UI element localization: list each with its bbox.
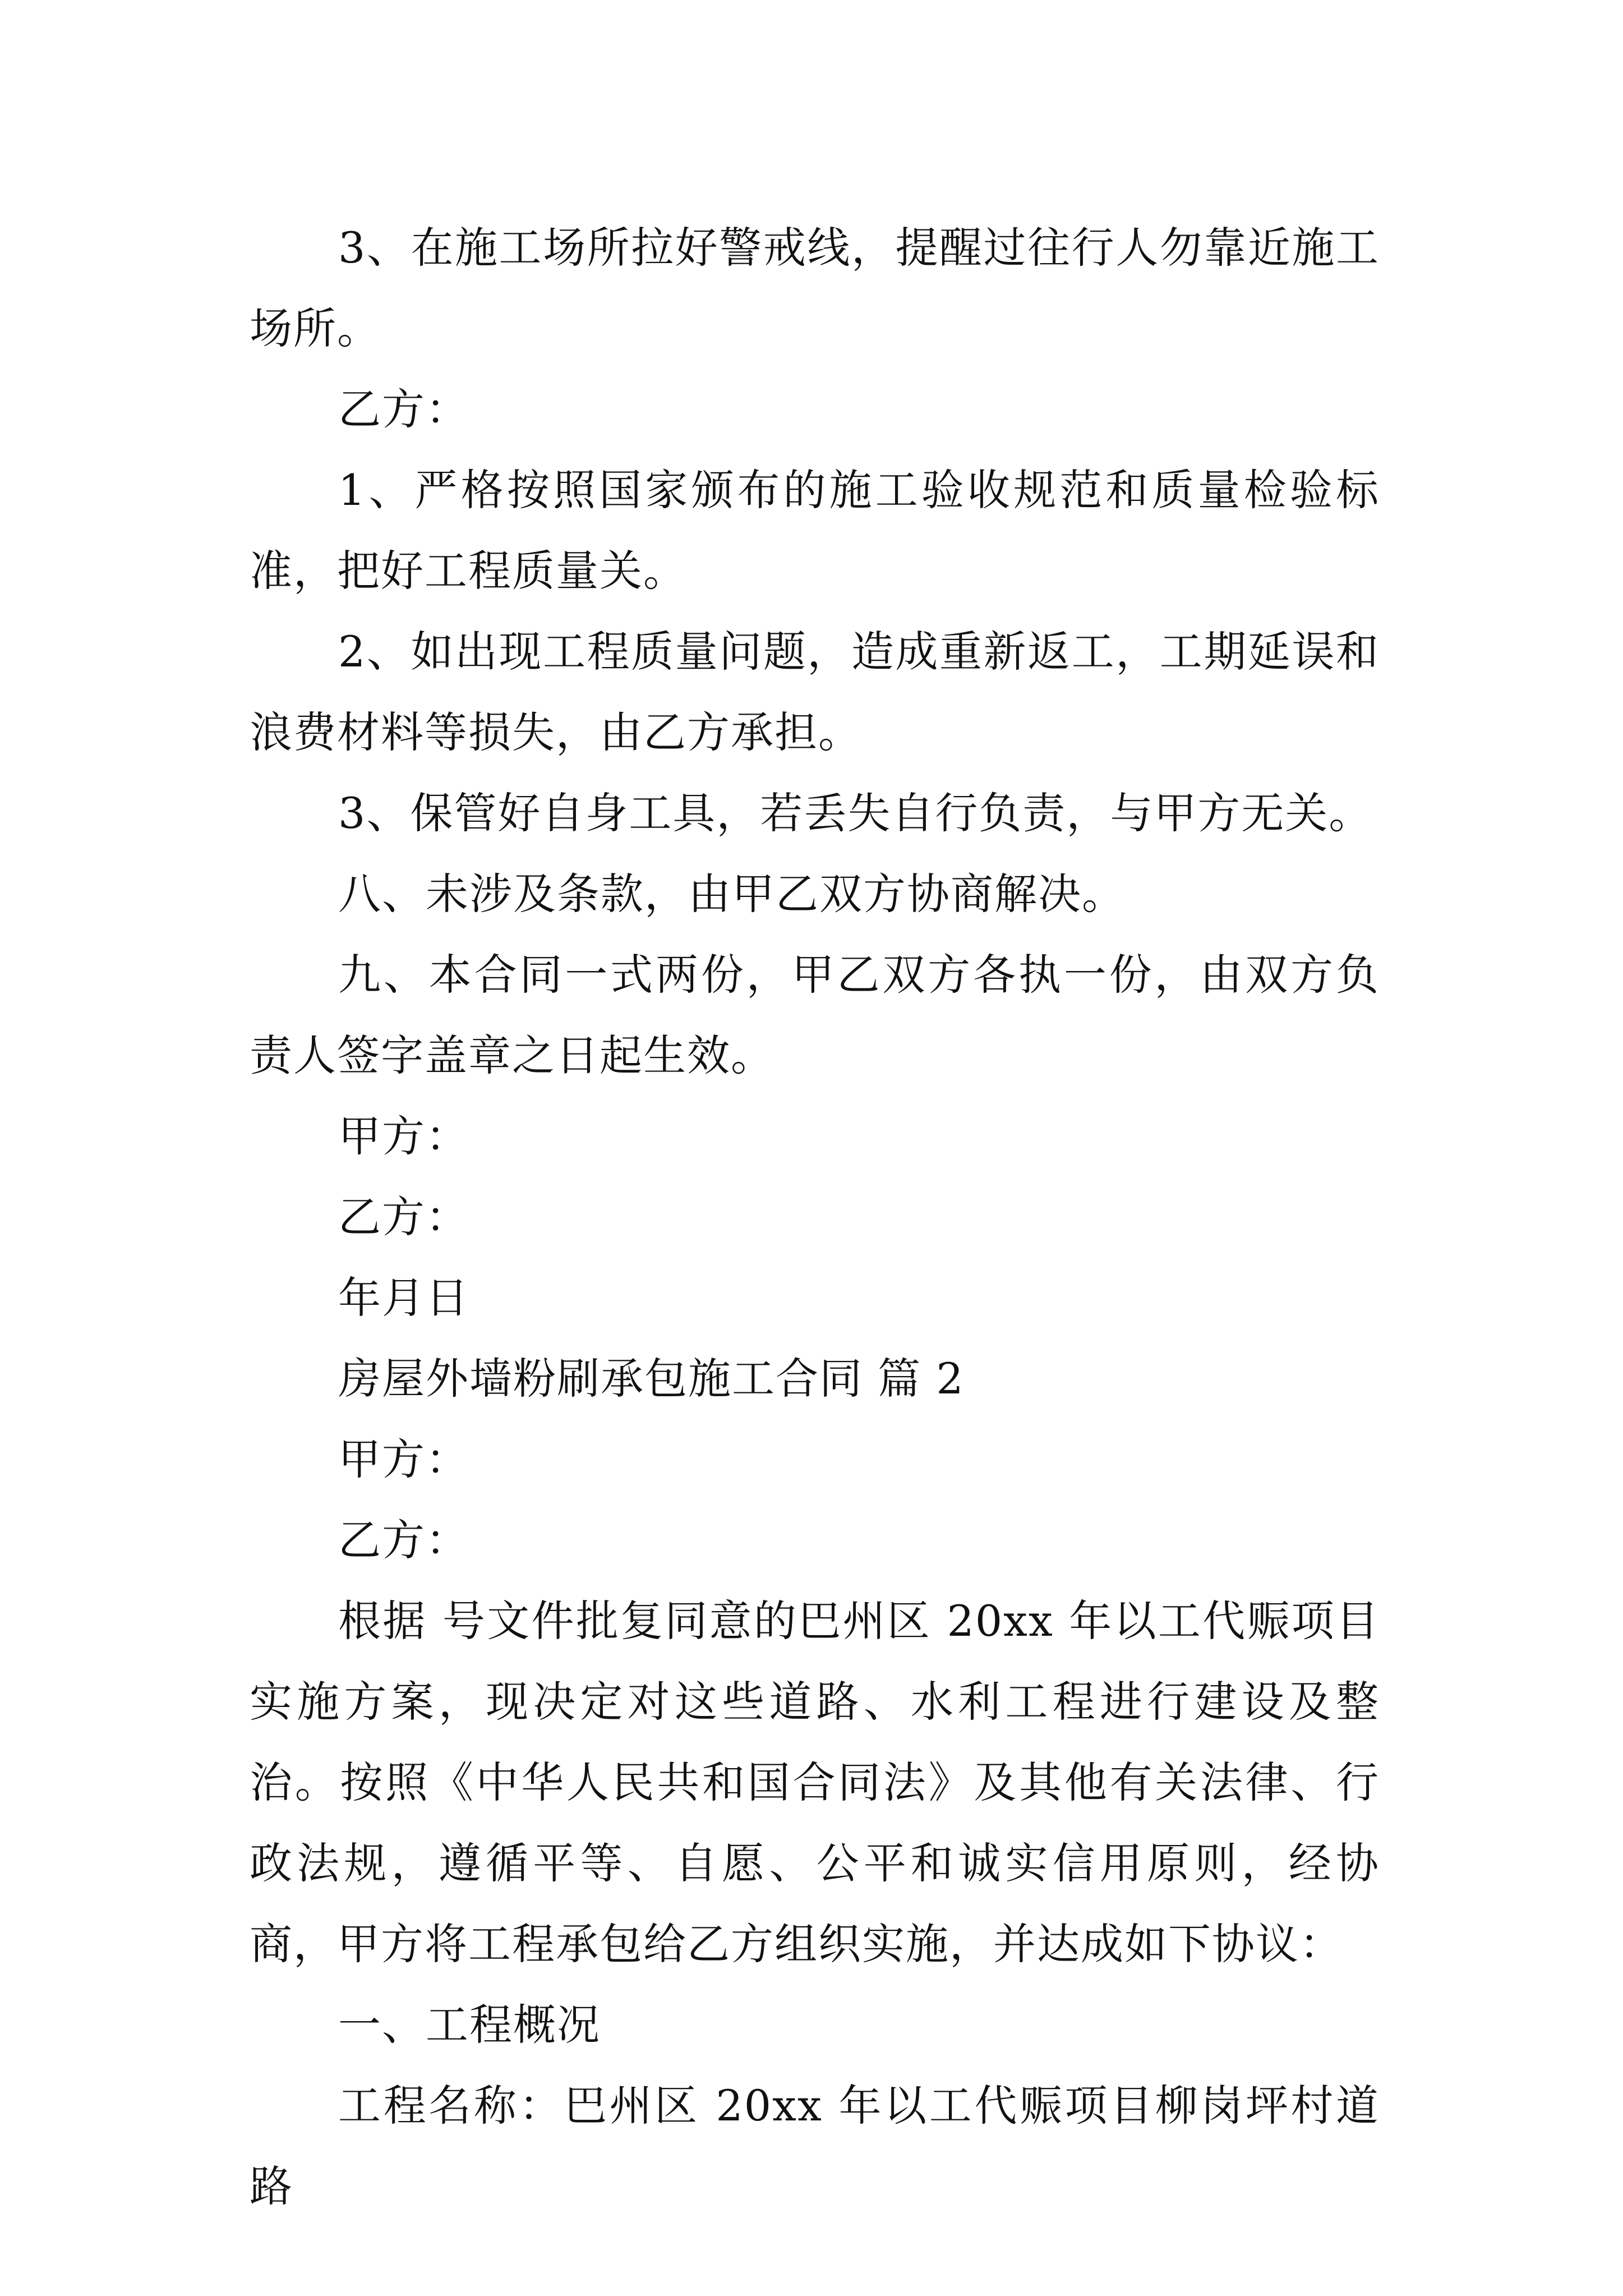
document-body [250,208,1380,2227]
signature-party-b: 乙方： [338,1192,469,1242]
paragraph-article-9: 九、本合同一式两份，甲乙双方各执一份，由双方负责人签字盖章之日起生效。 [250,950,1380,1080]
paragraph-clause-2-quality-problems: 2、如出现工程质量问题，造成重新返工，工期延误和浪费材料等损失，由乙方承担。 [250,627,1380,757]
paragraph-preamble: 根据 号文件批复同意的巴州区 20xx 年以工代赈项目实施方案，现决定对这些道路、水利工程进行建设及整治。按照《中华人民共和国合同法》及其他有关法律、行政法规，遵循平等、自愿、公平和诚实信用原则，经协商，甲方将工程承包给乙方组织实施，并达成如下协议： [250,1596,1380,1969]
paragraph-project-name: 工程名称：巴州区 20xx 年以工代赈项目柳岗坪村道路 [250,2081,1380,2211]
party-b-label: 乙方： [338,1515,469,1565]
paragraph-article-8: 八、未涉及条款，由甲乙双方协商解决。 [338,869,1126,919]
signature-party-a: 甲方： [338,1111,469,1161]
signature-date: 年月日 [338,1273,469,1323]
paragraph-clause-3-tools: 3、保管好自身工具，若丢失自行负责，与甲方无关。 [338,788,1373,838]
paragraph-clause-3-warning-line: 3、在施工场所拉好警戒线，提醒过往行人勿靠近施工场所。 [250,223,1380,353]
section-heading-project-overview: 一、工程概况 [338,2000,601,2050]
paragraph-party-b-heading: 乙方： [338,384,469,434]
contract-title-part-2: 房屋外墙粉刷承包施工合同 篇 2 [338,1354,965,1404]
party-a-label: 甲方： [338,1434,469,1484]
paragraph-clause-1-quality-standards: 1、严格按照国家颁布的施工验收规范和质量检验标准，把好工程质量关。 [250,465,1380,596]
